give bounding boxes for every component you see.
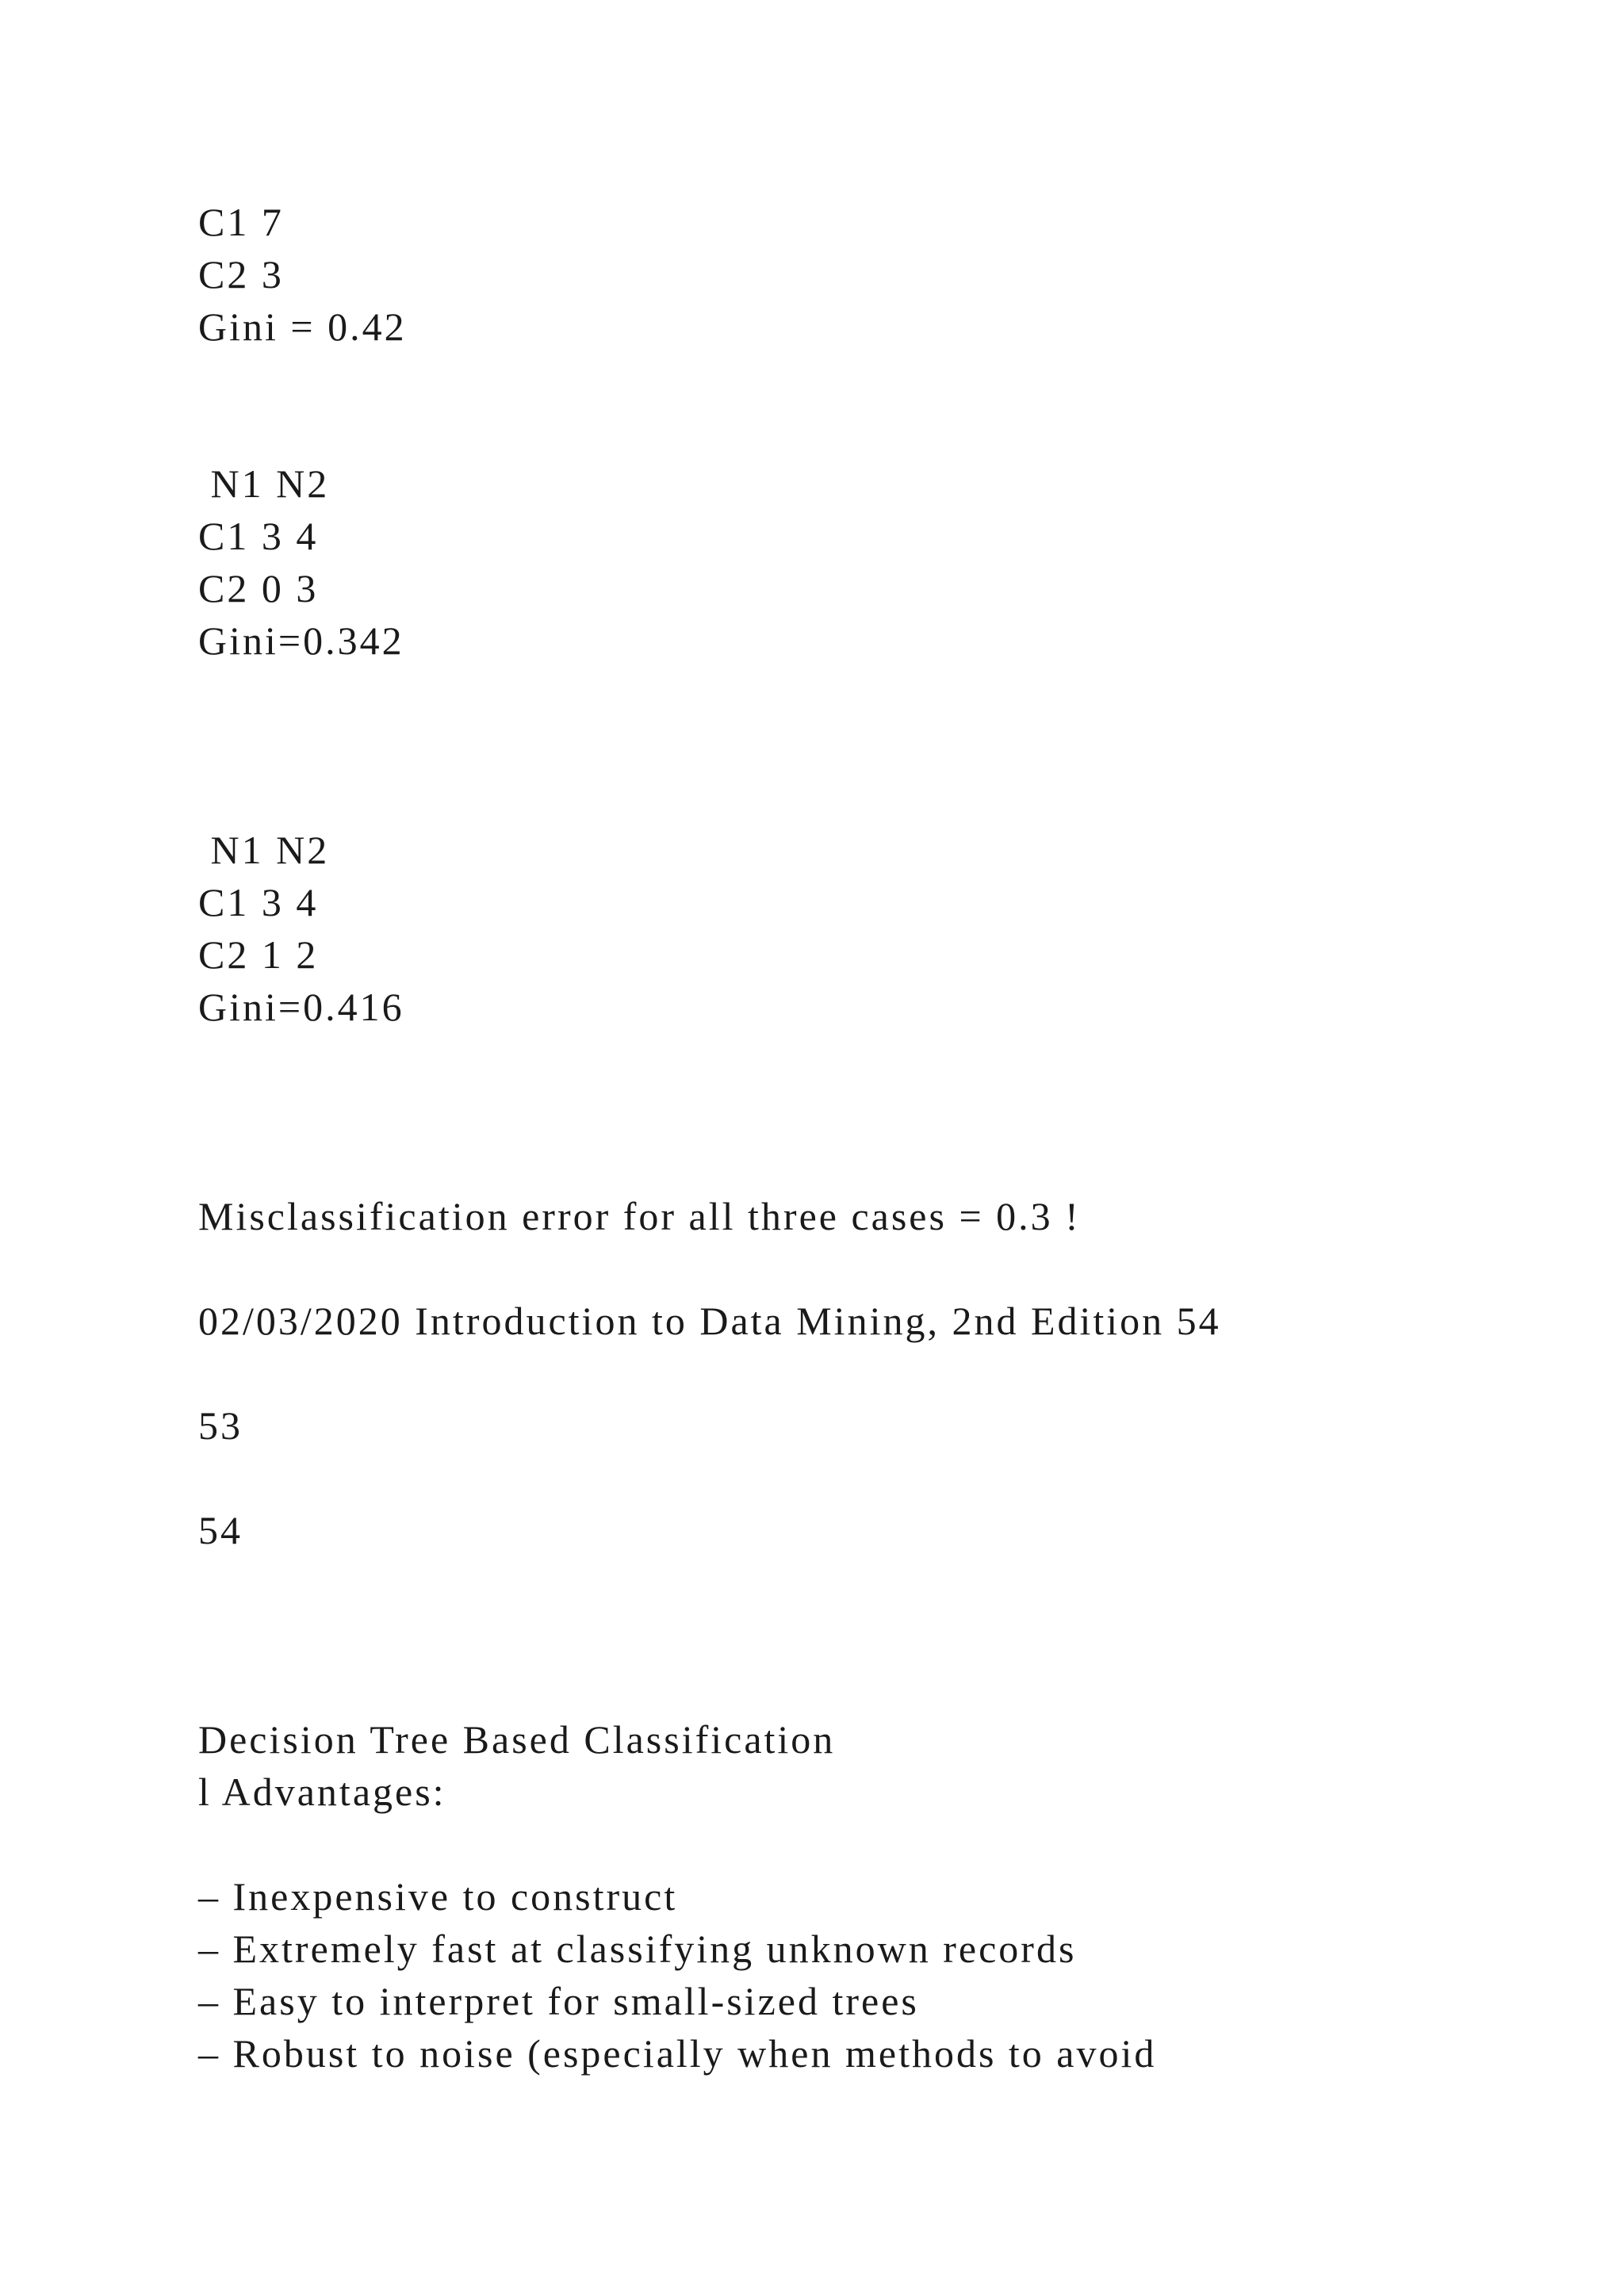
gini-parent: Gini = 0.42: [198, 304, 407, 349]
split2-row-c1: C1 3 4: [198, 880, 319, 924]
split2-header: N1 N2: [198, 828, 330, 872]
split1-header: N1 N2: [198, 461, 330, 506]
page-number: 54: [198, 1508, 243, 1552]
split1-row-c1: C1 3 4: [198, 514, 319, 558]
advantage-item: – Easy to interpret for small-sized trees: [198, 1979, 919, 2023]
footer-line: 02/03/2020 Introduction to Data Mining, 2nd Edition 54: [198, 1299, 1221, 1343]
misclassification-note: Misclassification error for all three cases = 0.3 !: [198, 1194, 1081, 1238]
page-number: 53: [198, 1403, 243, 1448]
class-count-c2: C2 3: [198, 252, 284, 297]
advantages-label: l Advantages:: [198, 1770, 446, 1814]
split2-gini: Gini=0.416: [198, 985, 404, 1029]
split2-row-c2: C2 1 2: [198, 932, 319, 977]
split1-gini: Gini=0.342: [198, 618, 404, 663]
section-title: Decision Tree Based Classification: [198, 1717, 836, 1762]
advantage-item: – Robust to noise (especially when methods to avoid: [198, 2031, 1157, 2076]
advantage-item: – Extremely fast at classifying unknown records: [198, 1927, 1077, 1971]
class-count-c1: C1 7: [198, 200, 284, 244]
split1-row-c2: C2 0 3: [198, 566, 319, 610]
advantage-item: – Inexpensive to construct: [198, 1874, 678, 1919]
